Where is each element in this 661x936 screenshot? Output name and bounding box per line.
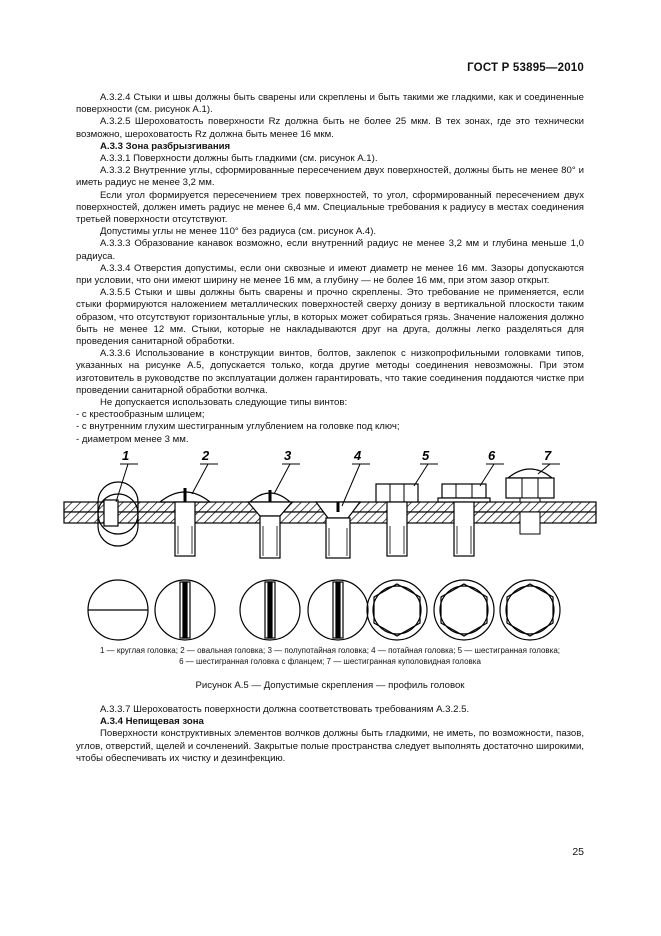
- label-7: 7: [544, 448, 552, 463]
- figure-caption: Рисунок А.5 — Допустимые скрепления — профиль головок: [195, 680, 465, 691]
- paragraph: А.3.3.7 Шероховатость поверхности должна соответствовать требованиям А.3.2.5.: [100, 704, 470, 715]
- top-view-hex-flange: [434, 580, 494, 640]
- label-5: 5: [422, 448, 430, 463]
- paragraph: А.3.3.4 Отверстия допустимы, если они сквозные и имеют диаметр не менее 16 мм. Зазоры допускаются при условии, что они имеют ширину не менее 16 мм, а глубину — не более 16 мм, при этом зазор открыт.: [76, 262, 584, 287]
- document-id: ГОСТ Р 53895—2010: [467, 62, 584, 74]
- paragraph: А.3.3.3 Образование канавок возможно, если внутренний радиус не менее 3,2 мм и глубина меньше 1,0 радиуса.: [76, 238, 584, 262]
- label-6: 6: [488, 448, 496, 463]
- paragraph: А.3.3.1 Поверхности должны быть гладкими (см. рисунок А.1).: [100, 153, 378, 165]
- top-view-hex-dome: [500, 580, 560, 640]
- paragraph: А.3.2.5 Шероховатость поверхности Rz должна быть не более 25 мкм. В тех зонах, где это технически возможно, шероховатость Rz должна быть менее 16 мкм.: [76, 116, 584, 140]
- paragraph: А.3.3.2 Внутренние углы, сформированные пересечением двух поверхностей, должны быть не менее 80° и иметь радиус не менее 3,2 мм.: [76, 165, 584, 189]
- label-3: 3: [284, 448, 292, 463]
- legend-line-1: 1 — круглая головка; 2 — овальная головка; 3 — полупотайная головка; 4 — потайная головка; 5 — шестигранная головка;: [99, 646, 561, 655]
- label-1: 1: [122, 448, 130, 463]
- paragraph: Если угол формируется пересечением трех поверхностей, то угол, сформированный пересечением двух поверхностей, должен иметь радиус не менее 6,4 мм. Специальные требования к радиусу в местах соединения третьей поверхности отсутствуют.: [76, 189, 584, 226]
- figure-legend: [74, 646, 586, 667]
- label-2: 2: [202, 448, 210, 463]
- list-item: - с крестообразным шлицем;: [76, 409, 205, 421]
- section-heading: А.3.4 Непищевая зона: [100, 716, 204, 728]
- fastener-semi-countersunk-head: [248, 490, 292, 558]
- paragraph: А.3.3.6 Использование в конструкции винтов, болтов, заклепок с низкопрофильными головками типов, указанных на рисунке А.5, допускается только, когда другие методы соединения невозможны. При этом изготовитель в руководстве по эксплуатации должен гарантировать, что такие соединения поддаются чистке при проведении санитарной обработки волчка.: [76, 348, 584, 396]
- list-item: - с внутренним глухим шестигранным углублением на головке под ключ;: [76, 421, 400, 433]
- legend-line-2: 6 — шестигранная головка с фланцем; 7 — шестигранная куполовидная головка: [179, 656, 481, 666]
- top-view-hex: [367, 580, 427, 640]
- body-text-top: [76, 92, 584, 446]
- paragraph: А.3.2.4 Стыки и швы должны быть сварены или скреплены и быть такими же гладкими, как и соединенные поверхности (см. рисунок А.1).: [76, 92, 584, 116]
- list-item: - диаметром менее 3 мм.: [76, 433, 189, 445]
- fastener-figure: [60, 446, 600, 646]
- paragraph: Поверхности конструктивных элементов волчков должны быть гладкими, не иметь, по возможности, пазов, углов, отверстий, щелей и сочленений. Закрытые полые пространства следует выполнять достаточно широкими, чтобы обеспечивать их чистку и дезинфекцию.: [76, 728, 584, 764]
- figure-labels: [122, 448, 552, 463]
- label-4: 4: [354, 448, 362, 463]
- paragraph: А.3.5.5 Стыки и швы должны быть сварены и прочно скреплены. Это требование не применяется, если стыки формируются наложением металлических поверхностей сверху донизу в вертикальной плоскости таким образом, что отсутствуют горизонтальные углы, в которых может собираться грязь. Значение наложения должно быть не менее 12 мм. Стыки, которые не накладываются друг на друга, должны легко разделяться для проведения санитарной обработки.: [76, 287, 584, 348]
- paragraph: Не допускается использовать следующие типы винтов:: [100, 397, 348, 409]
- section-heading: А.3.3 Зона разбрызгивания: [100, 140, 231, 152]
- page-number: 25: [572, 846, 584, 858]
- body-text-bottom: [76, 704, 584, 765]
- top-views: [88, 580, 560, 640]
- fastener-countersunk-head: [316, 502, 360, 558]
- paragraph: Допустимы углы не менее 110° без радиуса (см. рисунок А.4).: [100, 226, 377, 238]
